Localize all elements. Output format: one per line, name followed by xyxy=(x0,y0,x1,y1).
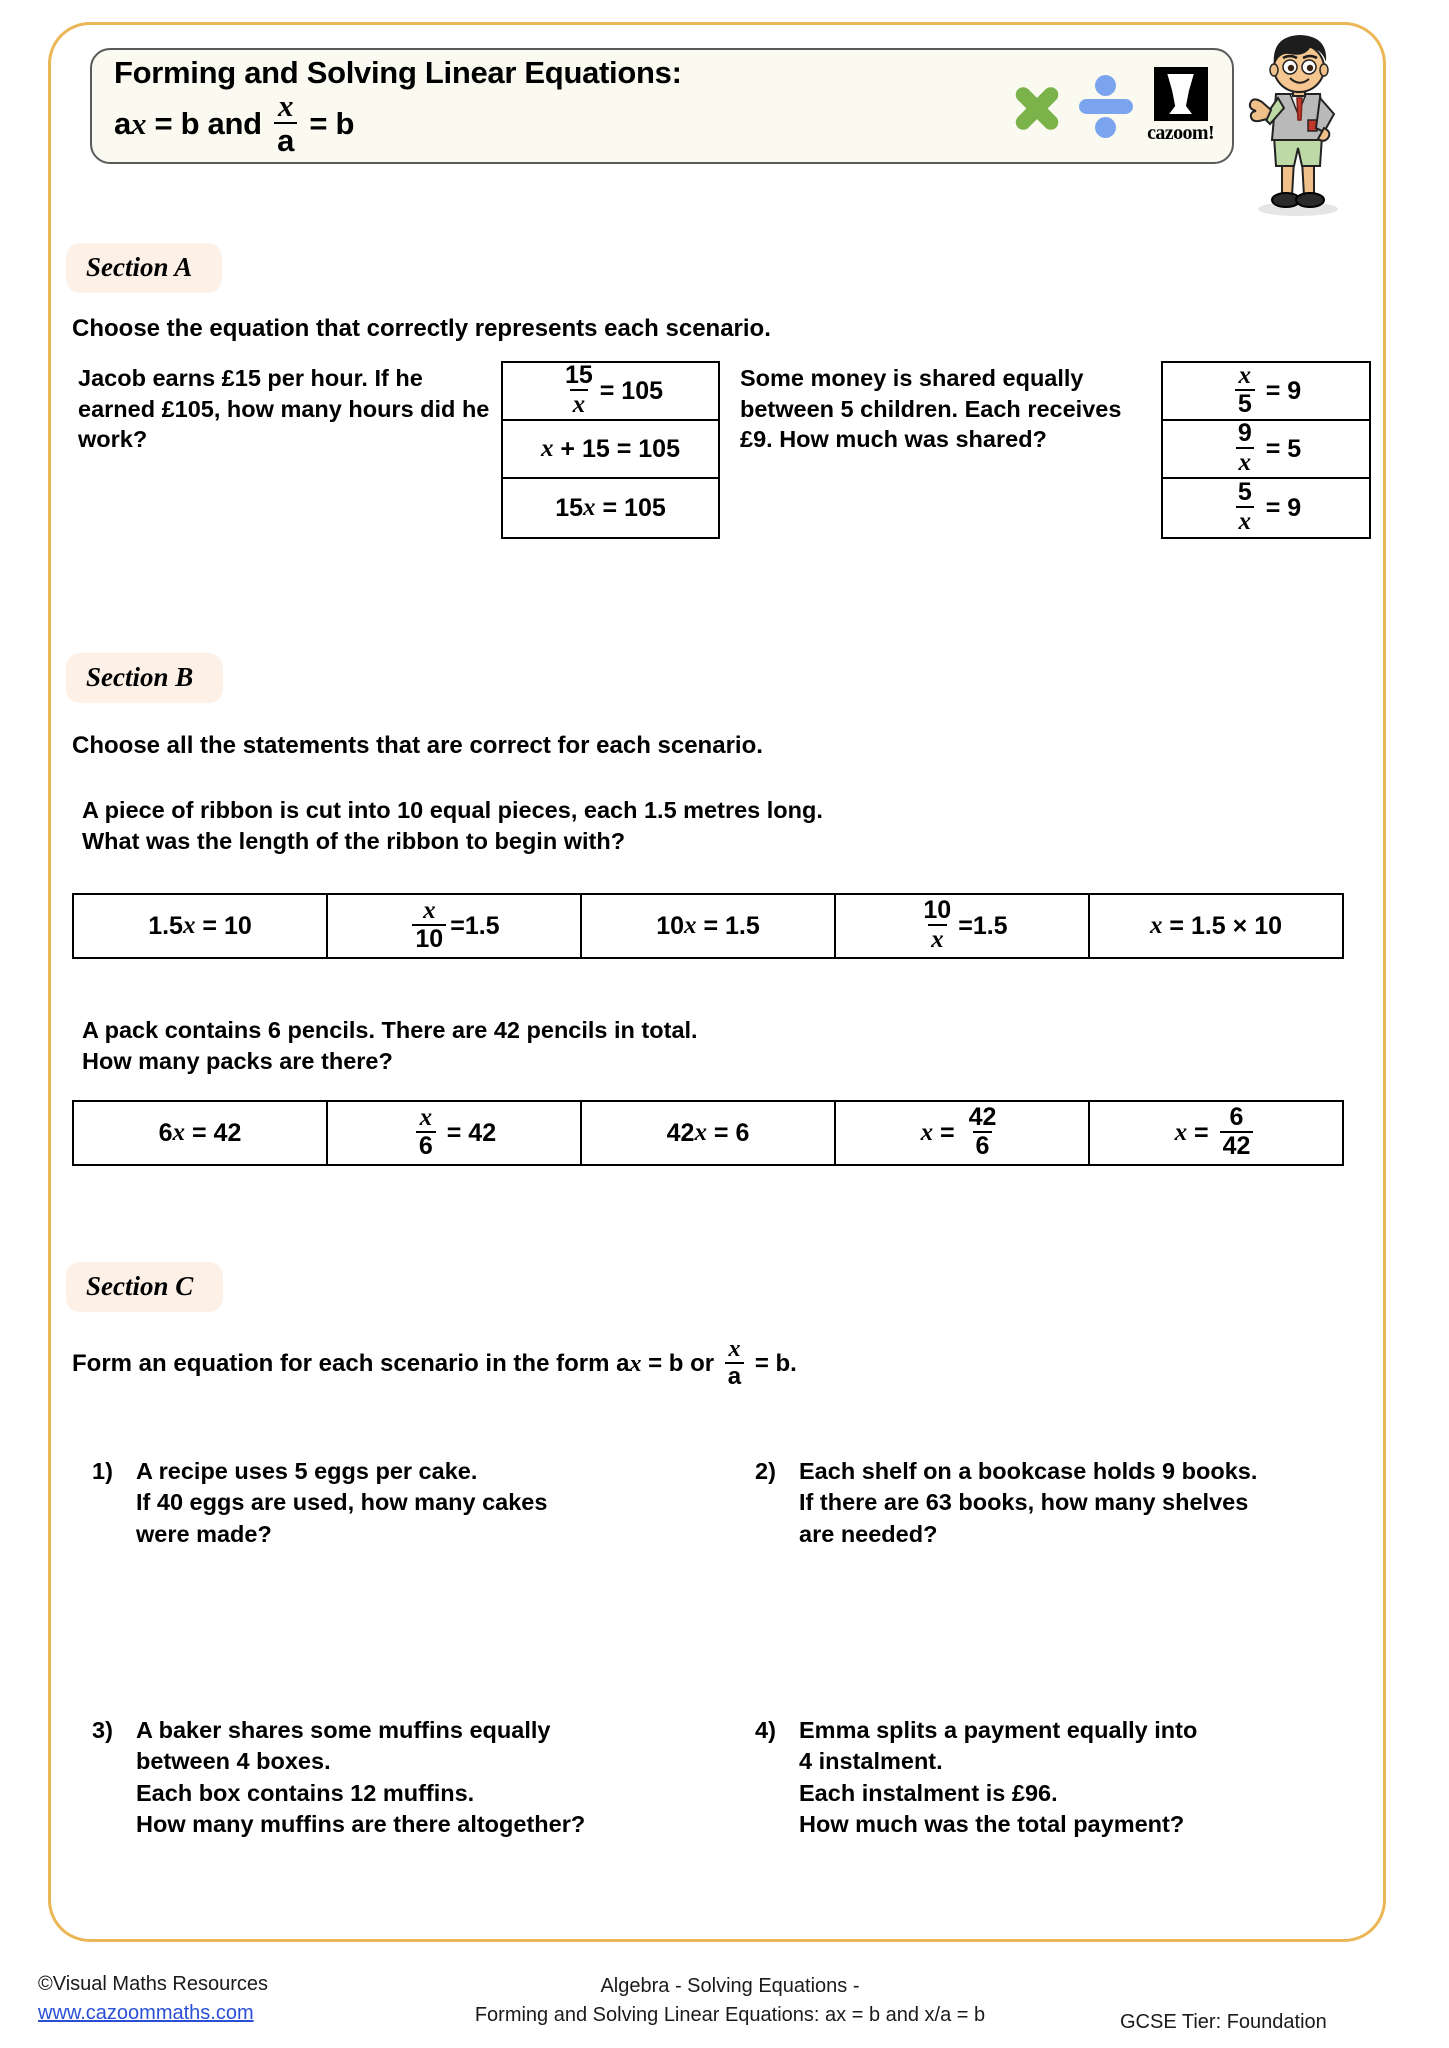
question-line: A baker shares some muffins equally xyxy=(136,1717,551,1743)
footer-copyright: ©Visual Maths Resources xyxy=(38,1973,269,1995)
title-line-2 xyxy=(114,88,1005,159)
page-footer xyxy=(0,1966,1449,2048)
question-line: are needed? xyxy=(799,1520,938,1547)
question-line: If there are 63 books, how many shelves xyxy=(799,1489,1249,1516)
title-fraction-denominator: a xyxy=(274,122,297,156)
option-cell[interactable]: x + 15 = 105 xyxy=(503,421,718,479)
section-c-label: Section C xyxy=(66,1262,223,1312)
option-cell[interactable]: $\frac{x}{5}$ = 9 xyxy=(1163,363,1369,421)
title-suffix: = b xyxy=(301,105,355,141)
scenario-line: What was the length of the ribbon to begin with? xyxy=(82,827,626,854)
operator-icons xyxy=(1005,75,1135,137)
instruction-fraction xyxy=(725,1337,744,1389)
section-c-pill xyxy=(66,1262,223,1312)
title-a: a xyxy=(114,105,131,141)
option-fraction: $\frac{42}{6}$ xyxy=(968,1103,997,1160)
option-cell[interactable]: 15 x = 105 xyxy=(555,493,666,522)
footer-topic-block xyxy=(400,1972,1060,2030)
section-b-scenario-1 xyxy=(82,795,1082,856)
instruction-fraction-denominator: a xyxy=(725,1362,744,1389)
section-a-label: Section A xyxy=(66,243,222,293)
question-line: How many muffins are there altogether? xyxy=(136,1811,586,1838)
option-cell[interactable]: 42 x = 6 xyxy=(582,1102,836,1164)
question-number: 2) xyxy=(755,1458,776,1484)
option-cell[interactable]: $\frac{x}{6}$ = 42 xyxy=(328,1102,582,1164)
scenario-line: A pack contains 6 pencils. There are 42 pencils in total. xyxy=(82,1017,698,1043)
question-number: 1) xyxy=(92,1458,113,1484)
option-fraction: $\frac{x}{10}$ xyxy=(412,898,446,952)
question-line: between 4 boxes. xyxy=(136,1748,331,1775)
section-a-pill xyxy=(66,243,222,293)
section-b-scenario-2 xyxy=(82,1015,1082,1076)
multiply-icon xyxy=(1005,75,1067,137)
section-a-scenario-2: Some money is shared equally between 5 children. Each receives £9. How much was shared? xyxy=(740,365,1122,453)
title-line-1: Forming and Solving Linear Equations: xyxy=(114,54,682,90)
option-cell[interactable]: 10 x = 1.5 xyxy=(582,895,836,957)
section-b-label: Section B xyxy=(66,653,223,703)
footer-copyright-block xyxy=(38,1970,268,2028)
instruction-part-2: = b or xyxy=(641,1350,721,1377)
title-mid: = b and xyxy=(146,105,271,141)
option-fraction: $\frac{10}{x}$ xyxy=(923,896,952,953)
title-x: x xyxy=(130,105,147,141)
question-body xyxy=(136,1456,547,1550)
footer-website-link[interactable]: www.cazoommaths.com xyxy=(38,2002,254,2024)
cazoom-logo xyxy=(1147,67,1214,145)
cazoom-wordmark: cazoom! xyxy=(1147,122,1214,144)
question-body xyxy=(799,1456,1257,1550)
question-line: Each instalment is £96. xyxy=(799,1779,1058,1806)
option-cell[interactable]: x = 1.5 × 10 xyxy=(1149,911,1283,940)
option-cell[interactable]: $\frac{10}{x}$ =1.5 xyxy=(836,895,1090,957)
student-mascot-icon xyxy=(1240,28,1350,218)
question-line: If 40 eggs are used, how many cakes xyxy=(136,1489,548,1516)
divide-icon xyxy=(1077,75,1135,137)
instruction-part-1: Form an equation for each scenario in the form a xyxy=(72,1350,630,1377)
option-cell[interactable]: $\frac{15}{x}$ = 105 xyxy=(503,363,718,421)
question-line: How much was the total payment? xyxy=(799,1811,1185,1838)
instruction-fraction-numerator: x xyxy=(728,1336,741,1362)
question-line: Emma splits a payment equally into xyxy=(799,1717,1198,1743)
section-b-pill xyxy=(66,653,223,703)
section-c-question-4 xyxy=(755,1715,1375,1841)
scenario-line: A piece of ribbon is cut into 10 equal pieces, each 1.5 metres long. xyxy=(82,797,823,823)
question-line: were made? xyxy=(136,1520,272,1547)
option-cell[interactable]: $\frac{5}{x}$ = 9 xyxy=(1163,479,1369,537)
option-cell[interactable]: $\frac{9}{x}$ = 5 xyxy=(1163,421,1369,479)
question-line: 4 instalment. xyxy=(799,1748,943,1775)
section-c-question-3 xyxy=(92,1715,692,1841)
section-c-instruction xyxy=(72,1338,797,1390)
section-a-options-1 xyxy=(501,361,720,539)
option-fraction: $\frac{15}{x}$ xyxy=(564,361,593,418)
worksheet-title xyxy=(114,55,1005,158)
instruction-var: x xyxy=(629,1350,642,1377)
question-number: 4) xyxy=(755,1717,776,1743)
question-line: Each shelf on a bookcase holds 9 books. xyxy=(799,1458,1258,1484)
option-cell[interactable]: 1.5 x = 10 xyxy=(74,895,328,957)
instruction-part-3: = b. xyxy=(748,1350,797,1377)
section-b-options-2 xyxy=(72,1100,1344,1166)
footer-topic-line-2: Forming and Solving Linear Equations: ax = b and x/a = b xyxy=(474,2004,986,2026)
option-fraction: $\frac{x}{6}$ xyxy=(416,1105,436,1159)
question-number: 3) xyxy=(92,1717,113,1743)
option-cell[interactable]: $\frac{x}{10}$ =1.5 xyxy=(328,895,582,957)
question-body xyxy=(799,1715,1197,1841)
footer-tier: GCSE Tier: Foundation xyxy=(1120,2011,1327,2033)
section-b-options-1 xyxy=(72,893,1344,959)
option-cell[interactable]: 6 x = 42 xyxy=(74,1102,328,1164)
option-fraction: $\frac{6}{42}$ xyxy=(1220,1105,1254,1159)
section-c-question-2 xyxy=(755,1456,1375,1550)
section-c-question-1 xyxy=(92,1456,692,1550)
title-fraction-numerator: x xyxy=(277,88,294,124)
option-cell[interactable]: x = $\frac{6}{42}$ xyxy=(1090,1102,1342,1164)
scenario-line: How many packs are there? xyxy=(82,1047,393,1074)
trophy-cup-icon xyxy=(1154,67,1208,121)
section-a-options-2 xyxy=(1161,361,1371,539)
question-body xyxy=(136,1715,585,1841)
section-b-instruction: Choose all the statements that are correct for each scenario. xyxy=(72,732,763,759)
sheet-border xyxy=(48,22,1386,1942)
section-a-instruction: Choose the equation that correctly represents each scenario. xyxy=(72,315,771,342)
option-cell[interactable]: x = $\frac{42}{6}$ xyxy=(836,1102,1090,1164)
worksheet-title-bar xyxy=(90,48,1234,164)
section-a-scenario-1: Jacob earns £15 per hour. If he earned £105, how many hours did he work? xyxy=(78,365,490,453)
option-fraction: $\frac{x}{5}$ xyxy=(1235,363,1255,417)
title-fraction xyxy=(274,88,297,159)
question-line: A recipe uses 5 eggs per cake. xyxy=(136,1458,478,1484)
option-fraction: $\frac{5}{x}$ xyxy=(1235,480,1255,534)
footer-topic-line-1: Algebra - Solving Equations - xyxy=(600,1975,860,1997)
option-fraction: $\frac{9}{x}$ xyxy=(1235,421,1255,475)
question-line: Each box contains 12 muffins. xyxy=(136,1779,475,1806)
